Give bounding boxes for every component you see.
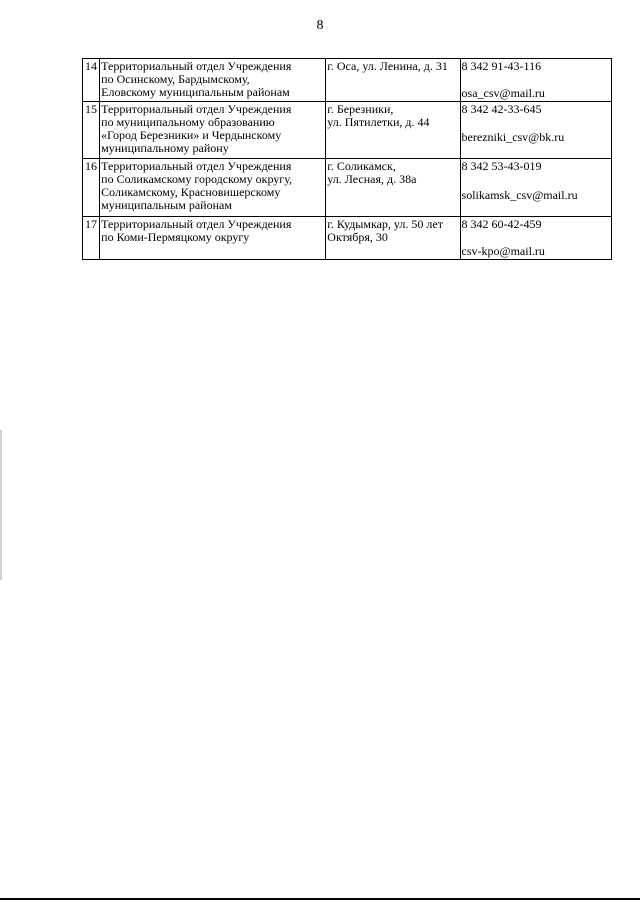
address-line: г. Березники, <box>327 103 394 116</box>
email-address: berezniki_csv@bk.ru <box>461 130 565 144</box>
address-line: г. Оса, ул. Ленина, д. 31 <box>327 60 448 73</box>
table-row <box>83 159 612 217</box>
address-line: ул. Пятилетки, д. 44 <box>327 116 430 129</box>
address <box>326 217 460 260</box>
address-line: г. Кудымкар, ул. 50 лет <box>327 218 443 231</box>
contact-info <box>460 159 611 217</box>
address-line: г. Соликамск, <box>327 160 396 173</box>
department-name-line: по Соликамскому городскому округу, <box>101 173 293 186</box>
phone-number: 8 342 91-43-116 <box>461 59 542 73</box>
table-row <box>83 102 612 159</box>
page-number: 8 <box>316 18 324 33</box>
address-line: Октября, 30 <box>327 231 388 244</box>
email-address: csv-kpo@mail.ru <box>461 244 545 258</box>
department-name <box>100 159 326 217</box>
row-number: 15 <box>83 102 100 159</box>
email-address: osa_csv@mail.ru <box>461 86 545 100</box>
department-name <box>100 102 326 159</box>
row-number: 14 <box>83 59 100 102</box>
address <box>326 59 460 102</box>
department-name <box>100 217 326 260</box>
phone-number: 8 342 42-33-645 <box>461 102 542 116</box>
address <box>326 102 460 159</box>
row-number: 16 <box>83 159 100 217</box>
phone-number: 8 342 60-42-459 <box>461 217 542 231</box>
department-name-line: по Осинскому, Бардымскому, <box>101 73 250 86</box>
contact-info <box>460 59 611 102</box>
address-line: ул. Лесная, д. 38а <box>327 173 417 186</box>
department-name-line: «Город Березники» и Чердынскому <box>101 129 282 142</box>
department-name-line: Территориальный отдел Учреждения <box>101 218 292 231</box>
table-row <box>83 217 612 260</box>
contact-info <box>460 102 611 159</box>
department-name-line: Еловскому муниципальным районам <box>101 86 290 99</box>
scan-edge-line <box>0 430 2 580</box>
department-name-line: по муниципальному образованию <box>101 116 275 129</box>
department-name-line: муниципальному району <box>101 142 229 155</box>
contacts-table <box>82 58 612 260</box>
department-name-line: муниципальным районам <box>101 199 232 212</box>
row-number: 17 <box>83 217 100 260</box>
department-name <box>100 59 326 102</box>
contact-info <box>460 217 611 260</box>
phone-number: 8 342 53-43-019 <box>461 159 542 173</box>
table-row <box>83 59 612 102</box>
department-name-line: Территориальный отдел Учреждения <box>101 160 292 173</box>
department-name-line: Территориальный отдел Учреждения <box>101 103 292 116</box>
department-name-line: Территориальный отдел Учреждения <box>101 60 292 73</box>
department-name-line: по Коми-Пермяцкому округу <box>101 231 250 244</box>
page-bottom-border <box>0 898 640 900</box>
address <box>326 159 460 217</box>
email-address: solikamsk_csv@mail.ru <box>461 188 578 202</box>
department-name-line: Соликамскому, Красновишерскому <box>101 186 281 199</box>
